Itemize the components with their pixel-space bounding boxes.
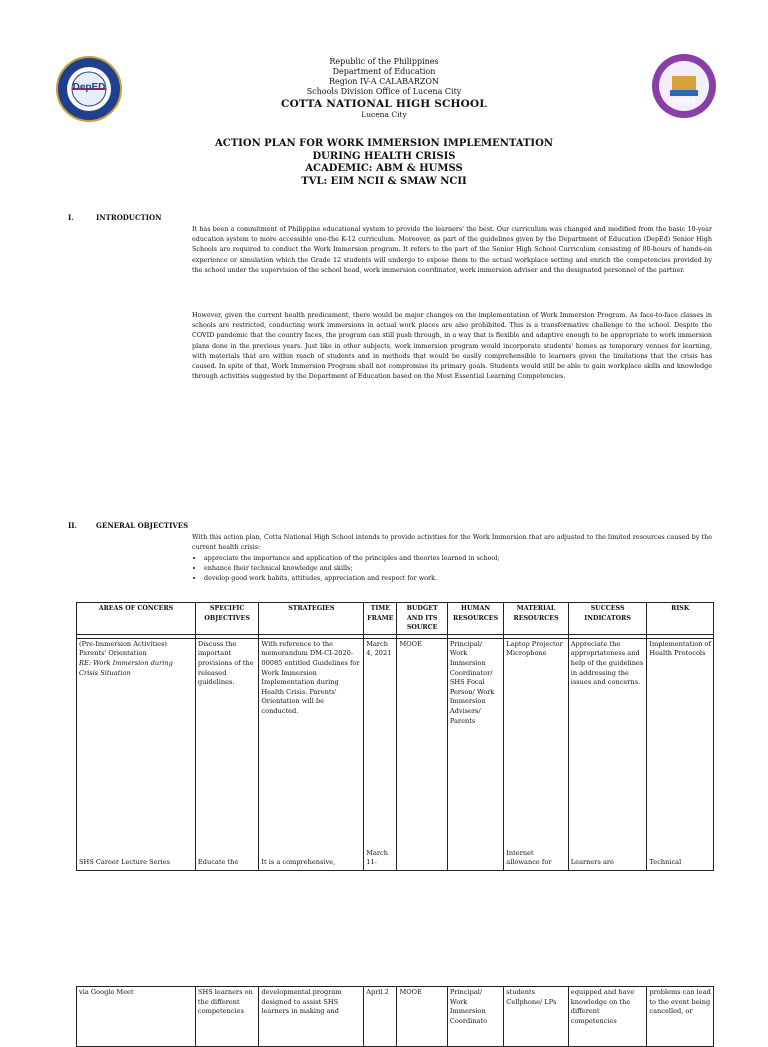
header-region: Region IV-A CALABARZON	[329, 77, 439, 86]
cell-success: equipped and have knowledge on the different competencies	[568, 987, 647, 1047]
cell-risk: problems can lead to the event being cancelled, or	[647, 987, 714, 1047]
school-name: COTTA NATIONAL HIGH SCHOOL	[281, 98, 487, 110]
success-next: Learners are	[570, 858, 614, 867]
budget-text: MOOE	[399, 639, 422, 648]
cell-objective	[195, 638, 258, 870]
col-header-material-resources: MATERIAL RESOURCES	[504, 603, 569, 635]
risk-text: Implementation of Health Protocols	[649, 639, 711, 658]
cell-time	[364, 638, 397, 870]
cell-strategy: developmental program designed to assist SHS learners in making and	[259, 987, 364, 1047]
cell-budget	[397, 638, 447, 870]
table-row	[77, 638, 714, 870]
cell-human	[447, 638, 503, 870]
table-header-row	[77, 603, 714, 635]
objective-item: • develop good work habits, attitudes, appreciation and respect for work.	[204, 573, 724, 583]
cell-objective: SHS learners on the different competencies	[195, 987, 258, 1047]
action-plan-table	[76, 602, 714, 871]
header-republic: Republic of the Philippines	[329, 57, 439, 66]
objectives-intro: With this action plan, Cotta National High School intends to provide activities for the Work Immersion that are adjusted to the limited resources caused by the current health crisis:	[192, 533, 712, 552]
cell-human: Principal/ Work Immersion Coordinato	[447, 987, 503, 1047]
header-department: Department of Education	[332, 67, 436, 76]
cell-budget: MOOE	[397, 987, 447, 1047]
objective-text: Discuss the important provisions of the released guidelines.	[197, 639, 254, 687]
human-text: Principal/ Work Immersion Coordinator/ SHS Focal Person/ Work Immersion Advisers/ Parents	[449, 639, 495, 725]
intro-paragraph-2: However, given the current health predicament, there would be major changes on the implementation of Work Immersion Program. As face-to-face classes in schools are restricted, conducting work immersions in actual work places are also prohibited. This is a transformative challenge to the school. Despite the COVID pandemic that the country faces, the program can still push through, in a way that is flexible and adaptive enough to be appropriate to work immersion plans done in the previous years. Just like in other subjects, work immersion program would incorporate students' homes as temporary venues for learning, with materials that are within reach of students and in methods that would be easily comprehensible to learners given the limitations that the crisis has caused. In spite of that, Work Immersion Program shall not compromise its primary goals. Students would still be able to gain workplace skills and knowledge through activities suggested by the Department of Education based on the Most Essential Learning Competencies.	[192, 311, 712, 381]
col-header-objectives: SPECIFIC OBJECTIVES	[195, 603, 258, 635]
area-topic: RE: Work Immersion during Crisis Situation	[79, 658, 173, 677]
deped-seal-logo	[56, 56, 122, 122]
title-line-4: TVL: EIM NCII & SMAW NCII	[301, 175, 467, 187]
success-text: Appreciate the appropriateness and help of the guidelines in addressing the issues and concerns.	[570, 639, 644, 687]
risk-next: Technical	[649, 858, 682, 867]
col-header-time-frame: TIME FRAME	[364, 603, 397, 635]
strategy-next: It is a comprehensive,	[261, 858, 336, 867]
seal-center-text: DepED	[72, 82, 106, 93]
title-line-2: DURING HEALTH CRISIS	[312, 150, 456, 162]
document-title	[170, 138, 598, 188]
col-header-strategies: STRATEGIES	[259, 603, 364, 635]
school-logo-text: DepEd	[672, 98, 696, 105]
material-text: Laptop Projector Microphone	[506, 639, 563, 658]
cell-area: via Google Meet	[77, 987, 196, 1047]
time-text: March 4, 2021	[366, 639, 392, 658]
intro-paragraph-1: It has been a commitment of Philippine educational system to provide the learners' the best. Our curriculum was changed and modified from the basic 10-year education system to more accessible one-the K-12 curriculum. Moreover, as part of the guidelines given by the Department of Education (DepEd) Senior High Schools are required to conduct the Work Immersion program. It refers to the part of the Senior High School Curriculum consisting of 80-hours of hands-on experience or simulation which the Grade 12 students will undergo to expose them to the actual workplace setting and enrich the competencies provided by the school under the supervision of the school head, work immersion coordinator, work immersion adviser and the designated personnel of the partner.	[192, 225, 712, 274]
col-header-risk: RISK	[647, 603, 714, 635]
cell-area	[77, 638, 196, 870]
area-next: SHS Career Lecture Series	[79, 858, 171, 867]
header-block	[234, 57, 534, 97]
cell-material: students Cellphone/ LPs	[504, 987, 569, 1047]
objectives-heading: GENERAL OBJECTIVES	[96, 521, 189, 530]
time-next: March 11-	[366, 848, 388, 867]
school-city: Lucena City	[361, 110, 407, 119]
objective-next: Educate the	[197, 858, 239, 867]
header-division: Schools Division Office of Lucena City	[306, 87, 462, 96]
objective-item: • enhance their technical knowledge and skills;	[204, 563, 724, 573]
cell-strategy	[259, 638, 364, 870]
material-next: Internet allowance for	[506, 848, 552, 867]
school-logo-graphic	[652, 54, 716, 118]
intro-heading: INTRODUCTION	[96, 213, 162, 222]
title-line-1: ACTION PLAN FOR WORK IMMERSION IMPLEMENTATION	[215, 138, 553, 149]
cell-risk	[647, 638, 714, 870]
col-header-budget: BUDGET AND ITS SOURCE	[397, 603, 447, 635]
title-line-3: ACADEMIC: ABM & HUMSS	[305, 163, 463, 174]
col-header-areas: AREAS OF CONCERS	[77, 603, 196, 635]
objectives-list	[192, 553, 724, 584]
cell-success	[568, 638, 647, 870]
school-logo	[652, 54, 716, 118]
objective-item: • appreciate the importance and application of the principles and theories learned in school;	[204, 553, 724, 563]
cell-material	[504, 638, 569, 870]
area-orientation: Parents' Orientation	[79, 649, 147, 658]
col-header-human-resources: HUMAN RESOURCES	[447, 603, 503, 635]
cell-time: April 2	[364, 987, 397, 1047]
area-preimmersion: (Pre-Immersion Activities)	[79, 639, 167, 648]
col-header-success-indicators: SUCCESS INDICATORS	[568, 603, 647, 635]
intro-number: I.	[68, 213, 74, 222]
objectives-number: II.	[68, 521, 77, 530]
action-plan-table-continued	[76, 986, 714, 1047]
table-row	[77, 987, 714, 1047]
strategy-text: With reference to the memorandum DM-CI-2020-00085 entitled Guidelines for Work Immersion Implementation during Health Crisis. Parents' Orientation will be conducted.	[261, 639, 360, 715]
